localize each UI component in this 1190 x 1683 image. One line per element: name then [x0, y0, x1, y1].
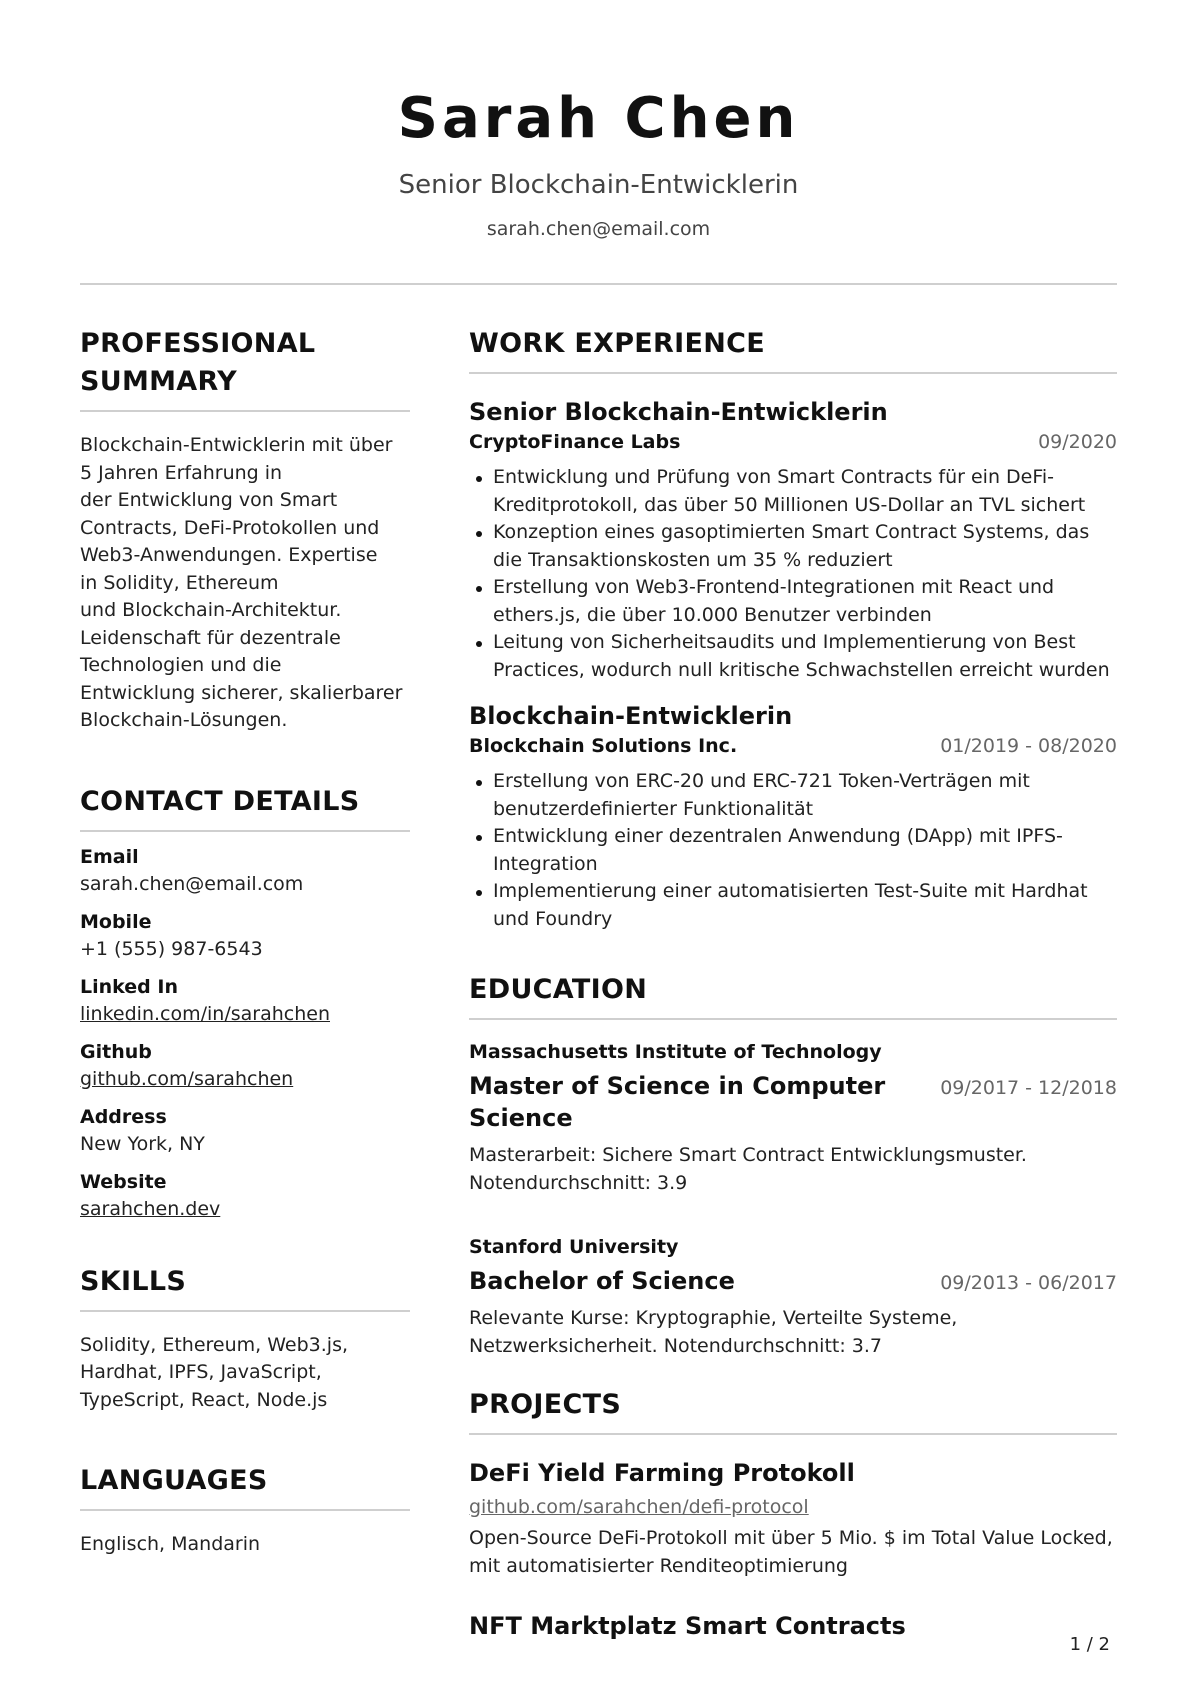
- job-company: CryptoFinance Labs: [469, 431, 681, 453]
- job-company: Blockchain Solutions Inc.: [469, 735, 738, 757]
- job-bullets: [469, 464, 1117, 684]
- job-entry: [469, 700, 1117, 933]
- resume-header: [80, 82, 1117, 242]
- education-entry: [469, 1038, 1117, 1197]
- education-degree: Master of Science in Computer Science: [469, 1072, 886, 1132]
- summary-section: [80, 325, 410, 735]
- languages-section: [80, 1462, 410, 1559]
- experience-heading: WORK EXPERIENCE: [469, 325, 1117, 374]
- skills-heading: SKILLS: [80, 1263, 410, 1312]
- education-section: [469, 971, 1117, 1360]
- job-bullet: Erstellung von Web3-Frontend-Integrationen mit React und ethers.js, die über 10.000 Benutzer verbinden: [469, 574, 1117, 629]
- header-divider: [80, 283, 1117, 285]
- right-column: [469, 325, 1117, 1642]
- contact-section: [80, 783, 410, 1223]
- job-bullet: Entwicklung und Prüfung von Smart Contracts für ein DeFi-Kreditprotokoll, das über 50 Millionen US-Dollar an TVL sichert: [469, 464, 1117, 519]
- education-description: Masterarbeit: Sichere Smart Contract Entwicklungsmuster. Notendurchschnitt: 3.9: [469, 1144, 1027, 1194]
- contact-label-address: Address: [80, 1105, 167, 1128]
- candidate-title: Senior Blockchain-Entwicklerin: [398, 170, 799, 200]
- contact-label-linkedin: Linked In: [80, 975, 178, 998]
- education-date: 09/2017 - 12/2018: [940, 1077, 1117, 1099]
- job-role: Blockchain-Entwicklerin: [469, 702, 793, 730]
- contact-value-address: New York, NY: [80, 1132, 205, 1155]
- website-link[interactable]: sarahchen.dev: [80, 1197, 221, 1220]
- linkedin-link[interactable]: linkedin.com/in/sarahchen: [80, 1002, 330, 1025]
- education-degree-row: [469, 1265, 1117, 1297]
- project-entry: [469, 1457, 1117, 1580]
- job-date: 09/2020: [1038, 431, 1117, 453]
- candidate-name: Sarah Chen: [397, 86, 800, 151]
- contact-value-mobile: +1 (555) 987-6543: [80, 937, 263, 960]
- job-meta: [469, 428, 1117, 456]
- job-bullet: Konzeption eines gasoptimierten Smart Contract Systems, das die Transaktionskosten um 35 % reduziert: [469, 519, 1117, 574]
- contact-label-website: Website: [80, 1170, 167, 1193]
- job-role: Senior Blockchain-Entwicklerin: [469, 398, 888, 426]
- contact-label-github: Github: [80, 1040, 152, 1063]
- education-school: Stanford University: [469, 1236, 679, 1258]
- projects-heading: PROJECTS: [469, 1386, 1117, 1435]
- contact-label-email: Email: [80, 845, 139, 868]
- job-bullet: Entwicklung einer dezentralen Anwendung (DApp) mit IPFS-Integration: [469, 823, 1117, 878]
- contact-value-email: sarah.chen@email.com: [80, 872, 304, 895]
- projects-section: [469, 1386, 1117, 1642]
- page-number: 1 / 2: [1069, 1634, 1110, 1655]
- contact-heading: CONTACT DETAILS: [80, 783, 410, 832]
- summary-text: Blockchain-Entwicklerin mit über 5 Jahren Erfahrung in der Entwicklung von Smart Contracts, DeFi-Protokollen und Web3-Anwendungen. Expertise in Solidity, Ethereum und Blockchain-Architektur. Leidenschaft für dezentrale Technologien und die Entwicklung sicherer, skalierbarer Blockchain-Lösungen.: [80, 434, 403, 731]
- header-email: sarah.chen@email.com: [486, 218, 711, 240]
- github-link[interactable]: github.com/sarahchen: [80, 1067, 294, 1090]
- skills-section: [80, 1263, 410, 1415]
- job-bullet: Leitung von Sicherheitsaudits und Implementierung von Best Practices, wodurch null kritische Schwachstellen erreicht wurden: [469, 629, 1117, 684]
- job-bullet: Implementierung einer automatisierten Test-Suite mit Hardhat und Foundry: [469, 878, 1117, 933]
- education-degree: Bachelor of Science: [469, 1267, 735, 1295]
- languages-heading: LANGUAGES: [80, 1462, 410, 1511]
- job-date: 01/2019 - 08/2020: [940, 735, 1117, 757]
- education-heading: EDUCATION: [469, 971, 1117, 1020]
- job-meta: [469, 732, 1117, 760]
- summary-heading: PROFESSIONAL SUMMARY: [80, 325, 410, 412]
- contact-list: [80, 844, 410, 1223]
- project-name: DeFi Yield Farming Protokoll: [469, 1459, 855, 1487]
- experience-section: [469, 325, 1117, 933]
- project-description: Open-Source DeFi-Protokoll mit über 5 Mio. $ im Total Value Locked, mit automatisierter Renditeoptimierung: [469, 1527, 1113, 1577]
- education-entry: [469, 1233, 1117, 1360]
- education-date: 09/2013 - 06/2017: [940, 1272, 1117, 1294]
- skills-text: Solidity, Ethereum, Web3.js, Hardhat, IPFS, JavaScript, TypeScript, React, Node.js: [80, 1333, 349, 1411]
- project-name: NFT Marktplatz Smart Contracts: [469, 1612, 906, 1640]
- project-link[interactable]: github.com/sarahchen/defi-protocol: [469, 1496, 809, 1518]
- education-school: Massachusetts Institute of Technology: [469, 1041, 882, 1063]
- job-bullet: Erstellung von ERC-20 und ERC-721 Token-Verträgen mit benutzerdefinierter Funktionalität: [469, 768, 1117, 823]
- left-column: [80, 325, 410, 1559]
- project-entry: [469, 1610, 1117, 1642]
- education-degree-row: [469, 1070, 1117, 1134]
- job-bullets: [469, 768, 1117, 933]
- contact-label-mobile: Mobile: [80, 910, 152, 933]
- education-description: Relevante Kurse: Kryptographie, Verteilte Systeme, Netzwerksicherheit. Notendurchschnitt: 3.7: [469, 1307, 958, 1357]
- job-entry: [469, 396, 1117, 684]
- languages-text: Englisch, Mandarin: [80, 1533, 261, 1555]
